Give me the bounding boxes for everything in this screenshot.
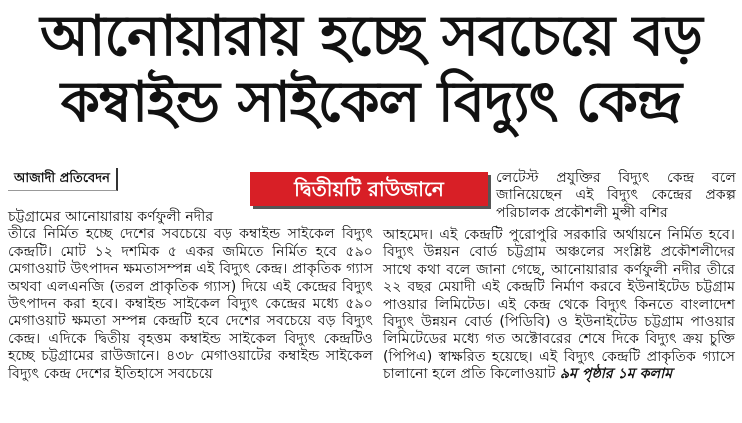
right-column-body-wrap	[383, 227, 735, 384]
right-column-intro	[496, 170, 736, 222]
right-column-intro-text: লেটেস্ট প্রযুক্তির বিদ্যুৎ কেন্দ্র বলে জানিয়েছেন এই বিদ্যুৎ কেন্দ্রের প্রকল্প পরিচালক প্রকৌশলী মুন্সী বশির	[496, 170, 736, 221]
left-column	[8, 209, 373, 383]
left-column-first-line: চট্টগ্রামের আনোয়ারায় কর্ণফুলী নদীর	[8, 209, 214, 225]
headline	[0, 4, 742, 136]
byline: আজাদী প্রতিবেদন	[8, 168, 118, 191]
right-column-body: আহমেদ। এই কেন্দ্রটি পুরোপুরি সরকারি অর্থায়নে নির্মিত হবে। বিদ্যুৎ উন্নয়ন বোর্ড চট্টগ্রাম অঞ্চলের সংশ্লিষ্ট প্রকৌশলীদের সাথে কথা বলে জানা গেছে, আনোয়ারার কর্ণফুলী নদীর তীরে ২২ বছর মেয়াদী এই কেন্দ্রটি নির্মাণ করবে ইউনাইটেড চট্টগ্রাম পাওয়ার লিমিটেড। এই কেন্দ্র থেকে বিদ্যুৎ কিনতে বাংলাদেশ বিদ্যুৎ উন্নয়ন বোর্ড (পিডিবি) ও ইউনাইটেড চট্টগ্রাম পাওয়ার লিমিটেডের মধ্যে গত অক্টোবরের শেষে দিকে বিদ্যুৎ ক্রয় চুক্তি (পিপিএ) স্বাক্ষরিত হয়েছে। এই বিদ্যুৎ কেন্দ্রটি প্রাকৃতিক গ্যাসে চালানো হলে প্রতি কিলোওয়াট	[383, 227, 735, 383]
left-column-body: তীরে নির্মিত হচ্ছে দেশের সবচেয়ে বড় কম্বাইন্ড সাইকেল বিদ্যুৎ কেন্দ্রটি। মোট ১২ দশমিক ৫ একর জমিতে নির্মিত হবে ৫৯০ মেগাওয়াট উৎপাদন ক্ষমতাসম্পন্ন এই বিদ্যুৎ কেন্দ্র। প্রাকৃতিক গ্যাস অথবা এলএনজি (তরল প্রাকৃতিক গ্যাস) দিয়ে এই কেন্দ্রের বিদ্যুৎ উৎপাদন করা হবে। কম্বাইন্ড সাইকেল বিদ্যুৎ কেন্দ্রের মধ্যে ৫৯০ মেগাওয়াট ক্ষমতা সম্পন্ন কেন্দ্রটি হবে দেশের সবচেয়ে বড় বিদ্যুৎ কেন্দ্র। এদিকে দ্বিতীয় বৃহত্তম কম্বাইন্ড সাইকেল বিদ্যুৎ কেন্দ্রটিও হচ্ছে চট্টগ্রামের রাউজানে। ৪৩৮ মেগাওয়াটের কম্বাইন্ড সাইকেল বিদ্যুৎ কেন্দ্র দেশের ইতিহাসে সবচেয়ে	[8, 226, 373, 382]
kicker-banner: দ্বিতীয়টি রাউজানে	[250, 172, 488, 206]
continuation-jump[interactable]: ৯ম পৃষ্ঠার ১ম কলাম	[559, 366, 673, 383]
headline-line-1: আনোয়ারায় হচ্ছে সবচেয়ে বড়	[40, 4, 702, 69]
right-column	[383, 227, 735, 384]
headline-line-2: কম্বাইন্ড সাইকেল বিদ্যুৎ কেন্দ্র	[60, 70, 682, 135]
